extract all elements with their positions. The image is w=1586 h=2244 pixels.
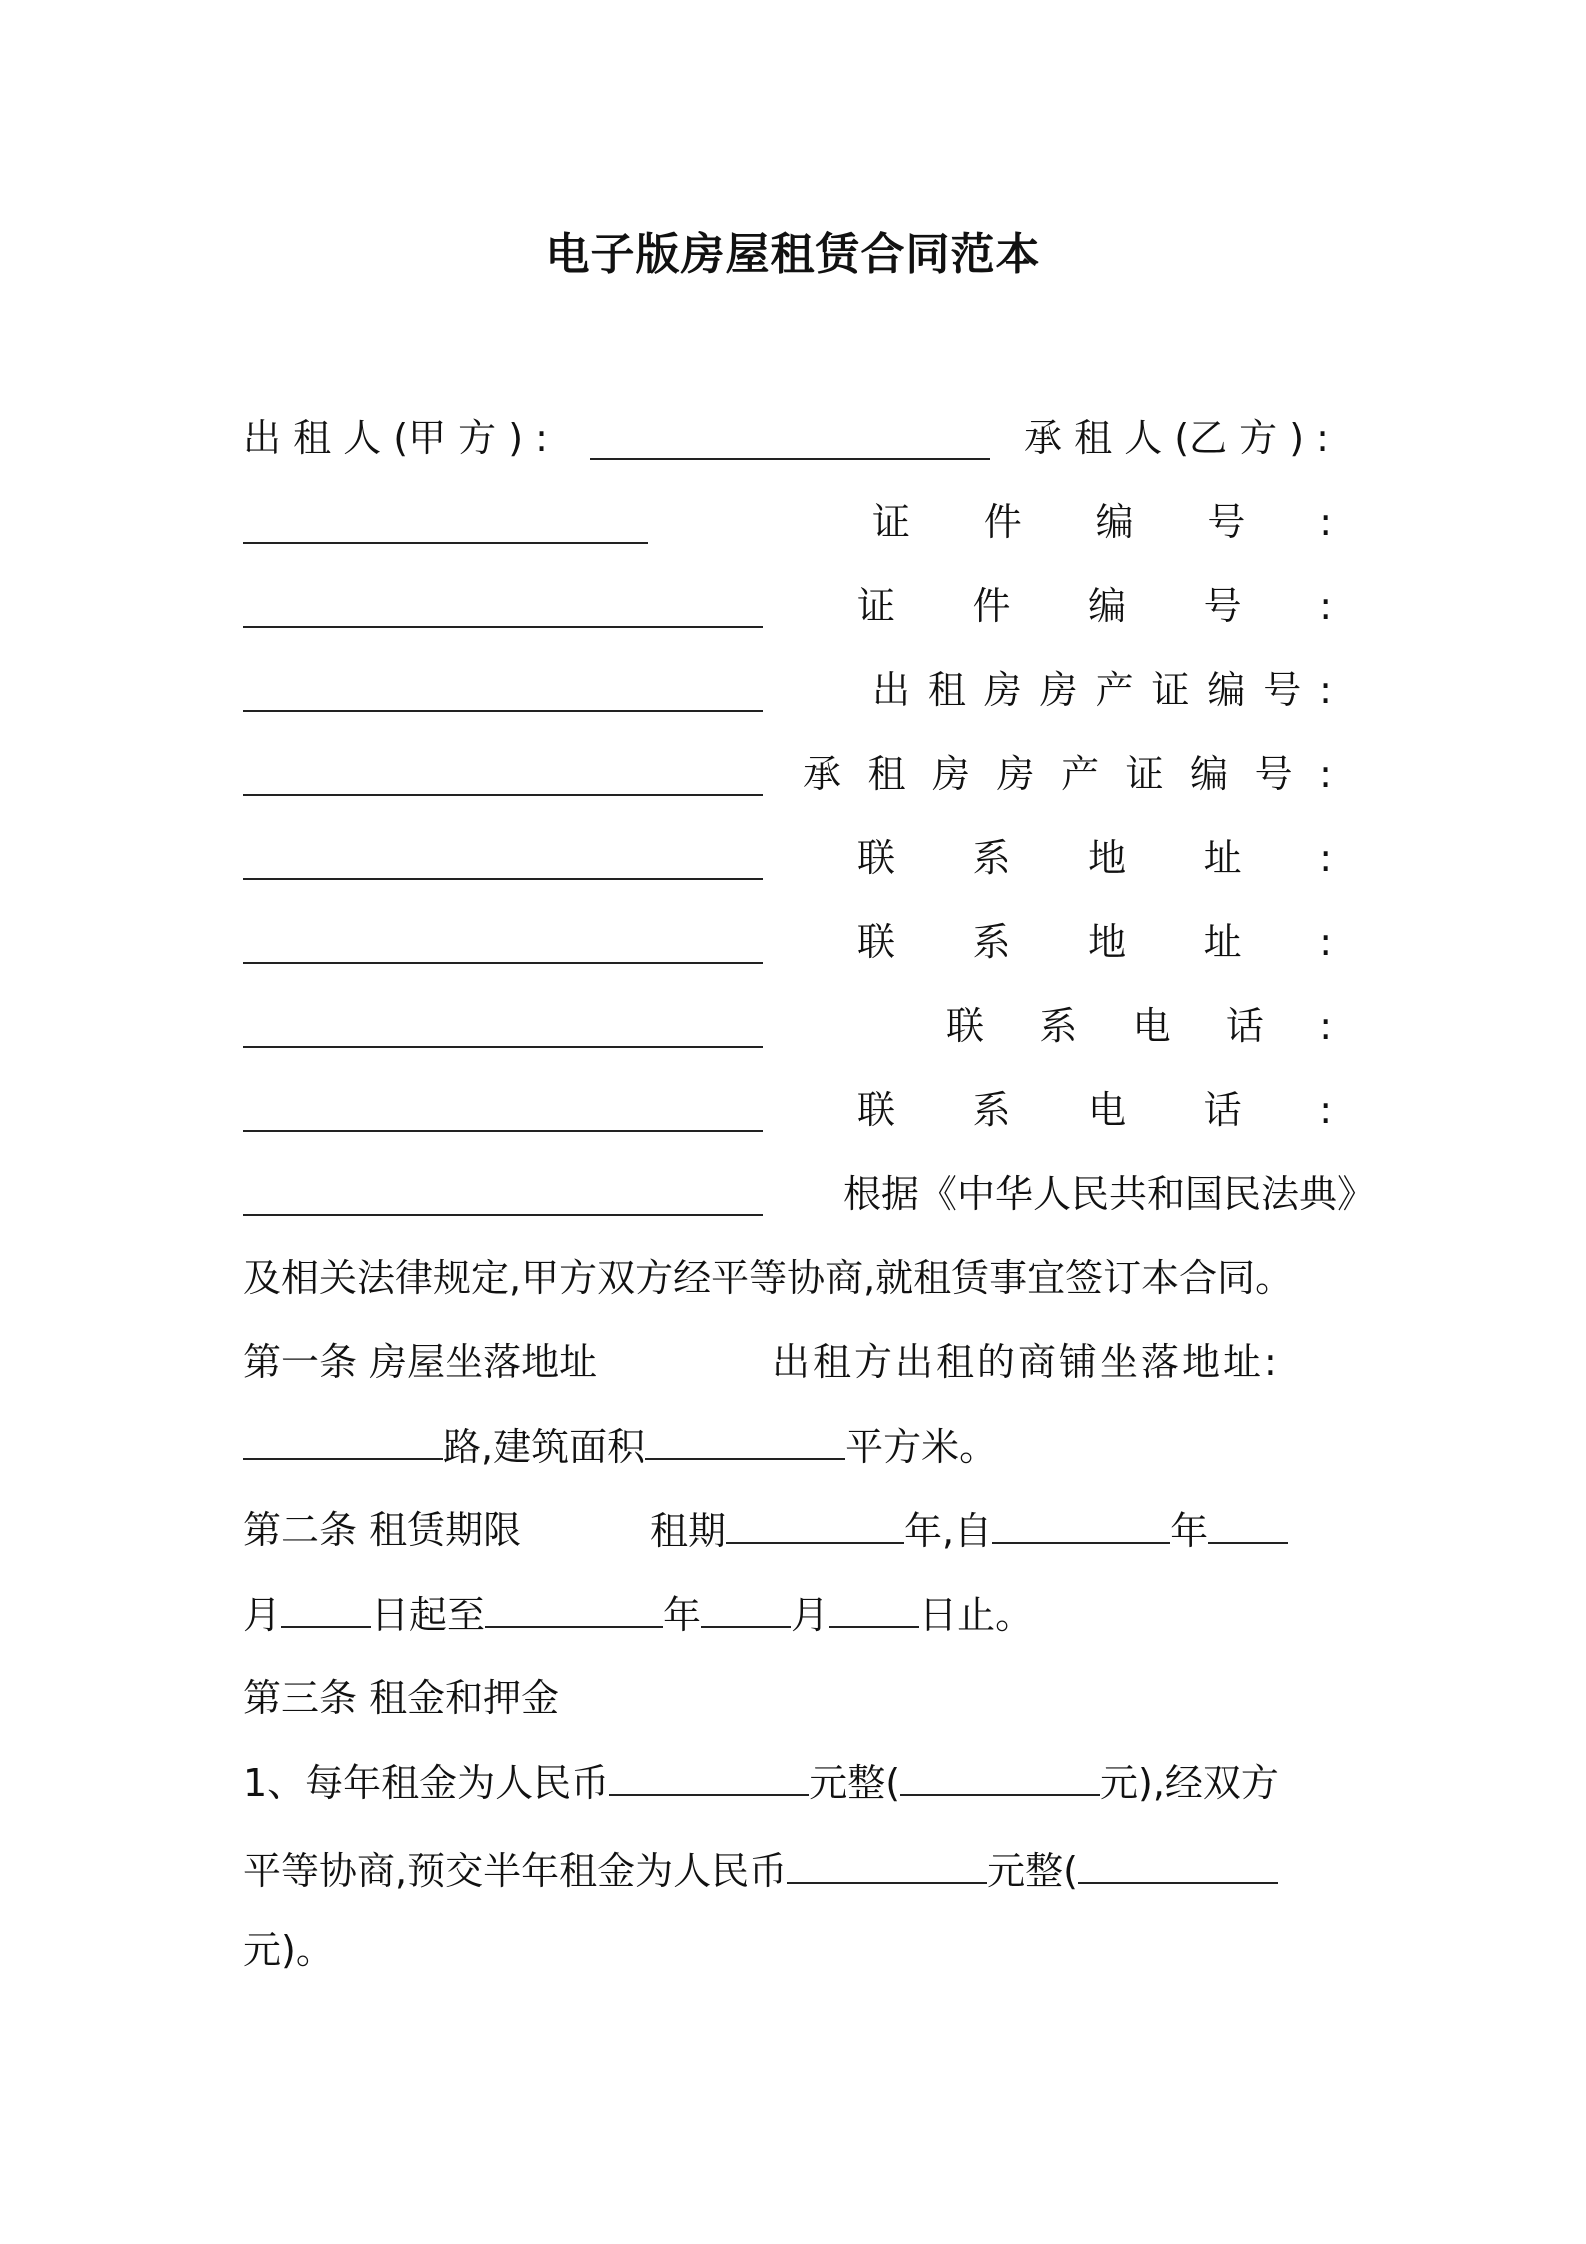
- lessor-label: 出 租 人 (甲 方 ) :: [243, 416, 548, 460]
- road-blank: [243, 1422, 443, 1460]
- article-1-title: 第一条 房屋坐落地址: [243, 1340, 598, 1384]
- area-blank: [645, 1422, 845, 1460]
- prepaid-rent-blank: [787, 1846, 987, 1884]
- id-number-label-2: 证 件 编 号 :: [857, 584, 1332, 628]
- blank-row-5: [243, 792, 763, 796]
- article-3-title: 第三条 租金和押金: [243, 1676, 560, 1720]
- article-3-paragraph-3: 元)。: [243, 1928, 334, 1972]
- end-year-blank: [485, 1590, 663, 1628]
- start-month-blank: [1208, 1506, 1288, 1544]
- document-title: 电子版房屋租赁合同范本: [545, 229, 1041, 280]
- term-years-blank: [726, 1506, 904, 1544]
- legal-basis-text: 根据《中华人民共和国民法典》: [843, 1172, 1376, 1216]
- article-2-term-line: 租期 年,自 年: [650, 1506, 1288, 1555]
- contact-address-label-2: 联 系 地 址 :: [857, 920, 1332, 964]
- lessor-name-blank: [243, 540, 648, 544]
- blank-row-10: [243, 1212, 763, 1216]
- end-month-blank: [701, 1590, 791, 1628]
- end-day-blank: [829, 1590, 919, 1628]
- legal-basis-continuation: 及相关法律规定,甲方双方经平等协商,就租赁事宜签订本合同。: [243, 1256, 1294, 1300]
- contact-phone-label-2: 联 系 电 话 :: [857, 1088, 1332, 1132]
- lessor-blank: [590, 456, 990, 460]
- blank-row-9: [243, 1128, 763, 1132]
- id-number-label-1: 证 件 编 号 :: [872, 500, 1332, 544]
- annual-rent-figure-blank: [900, 1758, 1100, 1796]
- contact-phone-label-1: 联 系 电 话 :: [946, 1004, 1332, 1048]
- article-2-title: 第二条 租赁期限: [243, 1508, 522, 1552]
- start-day-blank: [281, 1590, 371, 1628]
- lessee-label: 承 租 人 (乙 方 ) :: [1024, 416, 1329, 460]
- article-3-paragraph-2: 平等协商,预交半年租金为人民币 元整(: [243, 1846, 1278, 1895]
- blank-row-8: [243, 1044, 763, 1048]
- article-1-text: 出租方出租的商铺坐落地址:: [772, 1340, 1280, 1384]
- article-2-date-line: 月 日起至 年 月 日止。: [243, 1590, 1033, 1639]
- start-year-blank: [992, 1506, 1170, 1544]
- prepaid-rent-figure-blank: [1078, 1846, 1278, 1884]
- blank-row-7: [243, 960, 763, 964]
- blank-row-6: [243, 876, 763, 880]
- annual-rent-blank: [609, 1758, 809, 1796]
- blank-row-4: [243, 708, 763, 712]
- blank-row-3: [243, 624, 763, 628]
- lessee-deed-number-label: 承 租 房 房 产 证 编 号 :: [803, 752, 1332, 796]
- lessor-deed-number-label: 出 租 房 房 产 证 编 号 :: [872, 668, 1332, 712]
- contact-address-label-1: 联 系 地 址 :: [857, 836, 1332, 880]
- article-3-paragraph-1: 1、每年租金为人民币 元整( 元),经双方: [243, 1758, 1279, 1807]
- article-1-address-line: 路,建筑面积 平方米。: [243, 1422, 997, 1471]
